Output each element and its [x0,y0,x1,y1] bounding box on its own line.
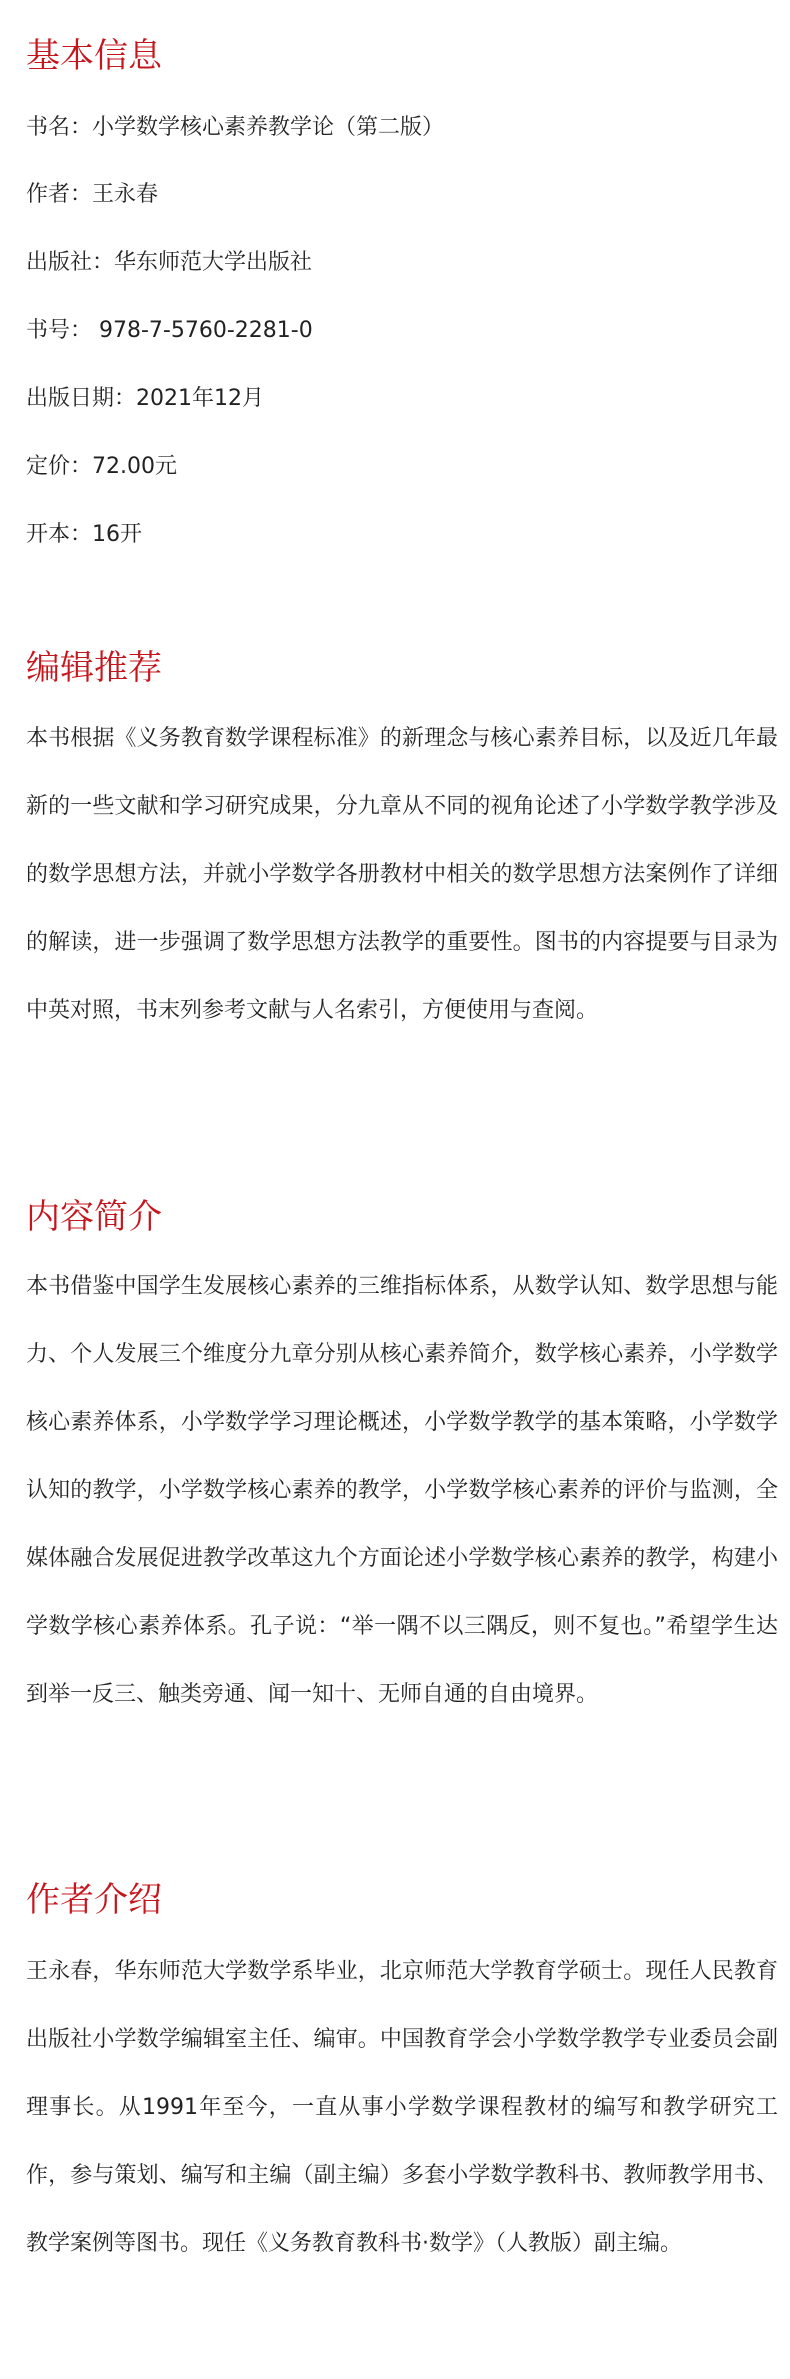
content-summary-heading: 内容简介 [26,1197,162,1237]
format-line: 开本：16开 [26,522,142,547]
publish-date-line: 出版日期：2021年12月 [26,386,264,411]
editor-recommendation-text: 本书根据《义务教育数学课程标准》的新理念与核心素养目标，以及近几年最新的一些文献和学习研究成果，分九章从不同的视角论述了小学数学教学涉及的数学思想方法，并就小学数学各册教材中相关的数学思想方法案例作了详细的解读，进一步强调了数学思想方法教学的重要性。图书的内容提要与目录为中英对照，书末列参考文献与人名索引，方便使用与查阅。 [26,726,778,1023]
basic-info-heading: 基本信息 [26,36,162,76]
author-intro-text: 王永春，华东师范大学数学系毕业，北京师范大学教育学硕士。现任人民教育出版社小学数学编辑室主任、编审。中国教育学会小学数学教学专业委员会副理事长。从1991年至今，一直从事小学数学课程教材的编写和教学研究工作，参与策划、编写和主编（副主编）多套小学数学教科书、教师教学用书、教学案例等图书。现任《义务教育教科书·数学》（人教版）副主编。 [26,1959,778,2256]
isbn-line: 书号： 978-7-5760-2281-0 [26,318,313,343]
author-line: 作者：王永春 [26,182,159,207]
book-name-line: 书名：小学数学核心素养教学论（第二版） [26,115,445,140]
editor-recommendation-heading: 编辑推荐 [26,648,162,688]
publisher-line: 出版社：华东师范大学出版社 [26,250,313,275]
content-summary-text: 本书借鉴中国学生发展核心素养的三维指标体系，从数学认知、数学思想与能力、个人发展三个维度分九章分别从核心素养简介，数学核心素养，小学数学核心素养体系，小学数学学习理论概述，小学数学教学的基本策略，小学数学认知的教学，小学数学核心素养的教学，小学数学核心素养的评价与监测，全媒体融合发展促进教学改革这九个方面论述小学数学核心素养的教学，构建小学数学核心素养体系。孔子说：“举一隅不以三隅反，则不复也。”希望学生达到举一反三、触类旁通、闻一知十、无师自通的自由境界。 [26,1274,778,1707]
author-intro-heading: 作者介绍 [26,1880,162,1920]
price-line: 定价：72.00元 [26,454,177,479]
